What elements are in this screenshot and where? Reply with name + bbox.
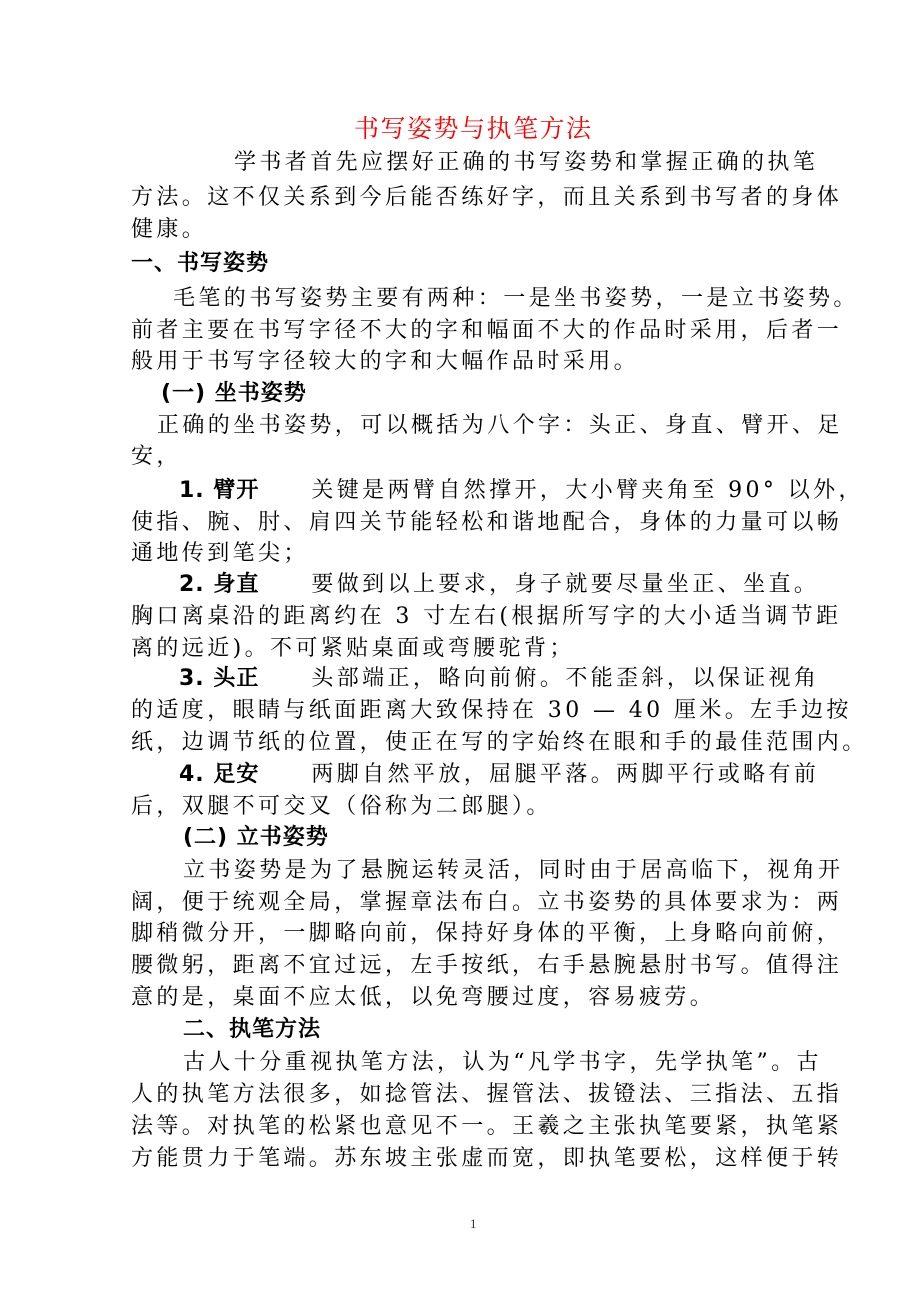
section1-line-1: 毛笔的书写姿势主要有两种：一是坐书姿势，一是立书姿势。 <box>173 286 859 311</box>
section-heading-writing-posture: 一、书写姿势 <box>131 251 270 276</box>
page-number: 1 <box>470 1216 477 1231</box>
item-arms-line-3: 通地传到笔尖； <box>131 541 309 566</box>
standing-line-5: 意的是，桌面不应太低，以免弯腰过度，容易疲劳。 <box>131 985 716 1010</box>
item-label: 1. 臂开 <box>179 478 260 503</box>
item-label: 2. 身直 <box>179 572 260 597</box>
document-title: 书写姿势与执笔方法 <box>354 114 593 143</box>
item-label: 4. 足安 <box>179 762 260 787</box>
item-body-line-2: 胸口离桌沿的距离约在 3 寸左右(根据所写字的大小适当调节距 <box>131 604 842 629</box>
item-text: 要做到以上要求，身子就要尽量坐正、坐直。 <box>311 572 820 597</box>
section-heading-pen-holding: 二、执笔方法 <box>183 1017 322 1042</box>
item-head-line-2: 的适度，眼睛与纸面距离大致保持在 30 — 40 厘米。左手边按 <box>131 698 852 723</box>
sitting-intro-line-2: 安， <box>131 444 182 469</box>
item-body-line-3: 离的远近)。不可紧贴桌面或弯腰驼背； <box>131 636 575 661</box>
section1-line-3: 般用于书写字径较大的字和大幅作品时采用。 <box>131 349 640 374</box>
item-head-upright <box>131 663 869 695</box>
item-text: 关键是两臂自然撑开，大小臂夹角至 90° 以外， <box>311 478 864 503</box>
item-label: 3. 头正 <box>179 666 260 691</box>
item-body-straight <box>131 569 869 601</box>
subheading-sitting-posture: (一) 坐书姿势 <box>161 381 307 406</box>
section1-line-2: 前者主要在书写字径不大的字和幅面不大的作品时采用，后者一 <box>131 318 843 343</box>
section2-line-3: 法等。对执笔的松紧也意见不一。王羲之主张执笔要紧，执笔紧 <box>131 1114 843 1139</box>
section2-line-4: 方能贯力于笔端。苏东坡主张虚而宽，即执笔要松，这样便于转 <box>131 1146 843 1171</box>
standing-line-2: 阔，便于统观全局，掌握章法布白。立书姿势的具体要求为：两 <box>131 890 843 915</box>
section2-line-1: 古人十分重视执笔方法，认为“凡学书字，先学执笔”。古 <box>183 1050 822 1075</box>
standing-line-4: 腰微躬，距离不宜过远，左手按纸，右手悬腕悬肘书写。值得注 <box>131 953 843 978</box>
intro-line-3: 健康。 <box>131 217 208 242</box>
item-text: 两脚自然平放，屈腿平落。两脚平行或略有前 <box>311 762 820 787</box>
intro-line-2: 方法。这不仅关系到今后能否练好字，而且关系到书写者的身体 <box>131 185 843 210</box>
item-feet-line-2: 后，双腿不可交叉（俗称为二郎腿）。 <box>131 794 552 819</box>
item-arms-open <box>131 475 869 507</box>
item-head-line-3: 纸，边调节纸的位置，使正在写的字始终在眼和手的最佳范围内。 <box>131 730 868 755</box>
intro-line-1: 学书者首先应摆好正确的书写姿势和掌握正确的执笔 <box>234 150 819 175</box>
standing-line-1: 立书姿势是为了悬腕运转灵活，同时由于居高临下，视角开 <box>183 858 844 883</box>
standing-line-3: 脚稍微分开，一脚略向前，保持好身体的平衡，上身略向前俯， <box>131 921 843 946</box>
item-text: 头部端正，略向前俯。不能歪斜，以保证视角 <box>311 666 820 691</box>
subheading-standing-posture: (二) 立书姿势 <box>183 825 329 850</box>
item-arms-line-2: 使指、腕、肘、肩四关节能轻松和谐地配合，身体的力量可以畅 <box>131 510 843 535</box>
section2-line-2: 人的执笔方法很多，如捻管法、握管法、拔镫法、三指法、五指 <box>131 1082 843 1107</box>
item-feet-stable <box>131 759 869 791</box>
sitting-intro-line-1: 正确的坐书姿势，可以概括为八个字：头正、身直、臂开、足 <box>157 413 843 438</box>
